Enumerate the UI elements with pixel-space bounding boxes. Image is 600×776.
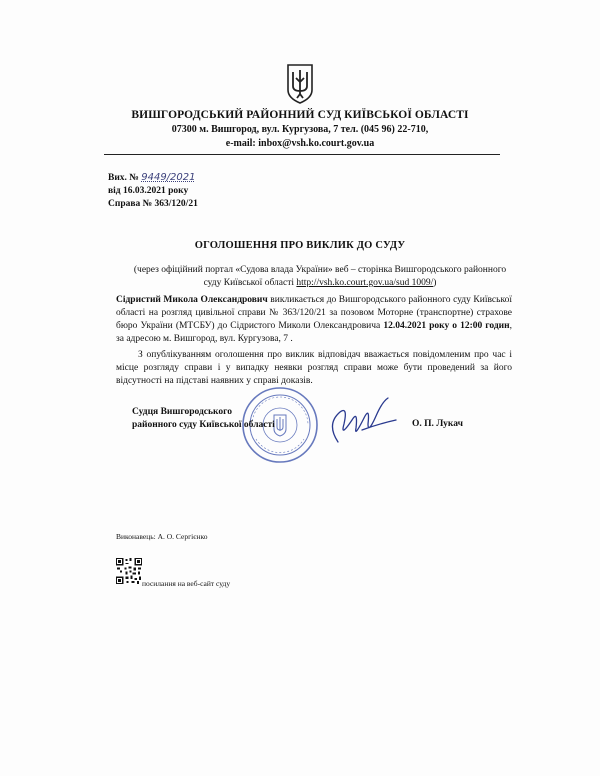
outgoing-number-line <box>108 172 196 183</box>
portal-note <box>128 264 512 290</box>
summons-address: , за адресою м. Вишгород, вул. Кургузова, 7 . <box>116 321 512 344</box>
handwritten-signature-icon <box>318 394 402 450</box>
case-number: Справа № 363/120/21 <box>108 199 198 209</box>
portal-text: (через офіційний портал «Судова влада України» веб – сторінка Вишгородського районного суду Київської області <box>133 265 507 288</box>
summons-text: викликається до Вишгородського районного суду Київської області на розгляд цивільної справи № 363/120/21 за позовом Моторне (транспортне) страхове бюро України (МТСБУ) до Сідристого Миколи Олександровича <box>116 295 512 331</box>
portal-link[interactable]: http://vsh.ko.court.gov.ua/sud 1009/ <box>296 278 434 288</box>
outgoing-date: від 16.03.2021 року <box>108 186 189 196</box>
summons-paragraph <box>116 294 512 346</box>
qr-caption: посилання на веб-сайт суду <box>142 579 231 588</box>
judge-name: О. П. Лукач <box>412 419 463 429</box>
court-email: e-mail: inbox@vsh.ko.court.gov.ua <box>225 138 375 149</box>
court-address: 07300 м. Вишгород, вул. Кургузова, 7 тел. (045 96) 22-710, <box>171 124 429 135</box>
outgoing-number: 9449/2021 <box>141 172 196 183</box>
judge-title-line1: Судця Вишгородського <box>132 407 232 417</box>
notice-consequence-paragraph: З опублікуванням оголошення про виклик відповідач вважається повідомленим про час і місце розгляду справи і у випадку неявки розгляд справи може бути проведений за його відсутності на підставі наявних у справі доказів. <box>116 350 512 386</box>
judge-title-line2: районного суду Київської області <box>132 420 275 430</box>
qr-code-icon[interactable] <box>116 558 142 584</box>
defendant-name: Сідристий Микола Олександрович <box>116 295 268 305</box>
executor-line: Виконавець: А. О. Сергієнко <box>116 532 208 541</box>
trident-coat-of-arms-icon <box>287 64 313 104</box>
court-name: ВИШГОРОДСЬКИЙ РАЙОННИЙ СУД КИЇВСЬКОЇ ОБЛАСТІ <box>131 109 469 121</box>
judge-title <box>132 406 275 432</box>
outgoing-label: Вих. № <box>108 173 139 183</box>
portal-close: ) <box>433 278 437 288</box>
notice-title: ОГОЛОШЕННЯ ПРО ВИКЛИК ДО СУДУ <box>194 240 406 251</box>
hearing-datetime: 12.04.2021 року о 12:00 годин <box>383 321 510 331</box>
header-divider <box>104 154 500 155</box>
